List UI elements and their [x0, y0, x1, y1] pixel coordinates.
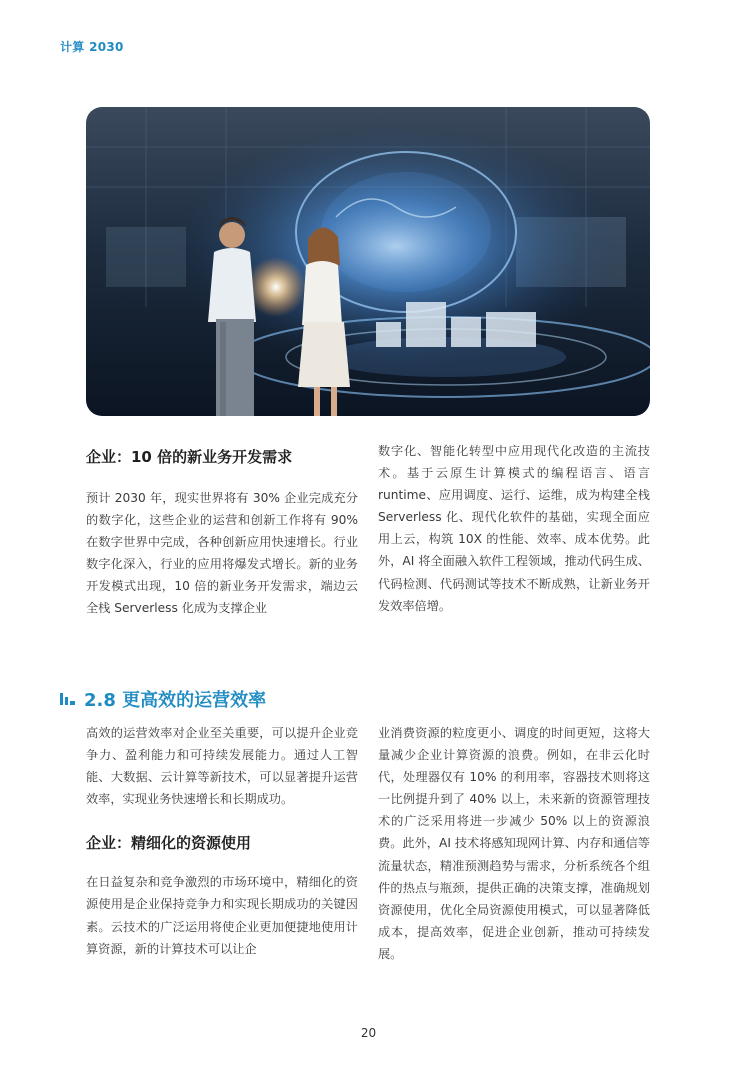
left-column-1	[86, 446, 358, 620]
paragraph-resources-right: 业消费资源的粒度更小、调度的时间更短，这将大量减少企业计算资源的浪费。例如，在非云化时代，处理器仅有 10% 的利用率，容器技术则将这一比例提升到了 40% 以上，未来新的资源管理技术的广泛采用将进一步减少 50% 以上的资源浪费。此外，AI 技术将感知现网计算、内存和通信等流量状态，精准预测趋势与需求，分析系统各个组件的热点与瓶颈，提供正确的决策支撑，准确规划资源使用，优化全局资源使用模式，可以显著降低成本，提高效率，促进企业创新，推动可持续发展。	[378, 726, 650, 961]
page-number: 20	[360, 1026, 377, 1040]
section-title-text: 2.8 更高效的运营效率	[84, 690, 267, 711]
section-marker-icon	[60, 691, 76, 707]
paragraph-new-business-right: 数字化、智能化转型中应用现代化改造的主流技术。基于云原生计算模式的编程语言、语言 runtime、应用调度、运行、运维，成为构建全栈 Serverless 化、现代化软件的基础，实现全面应用上云，构筑 10X 的性能、效率、成本优势。此外，AI 将全面融入软件工程领域，推动代码生成、代码检测、代码测试等技术不断成熟，让新业务开发效率倍增。	[378, 444, 650, 613]
hero-image	[86, 107, 650, 416]
right-column-2	[378, 722, 650, 965]
paragraph-operations-intro: 高效的运营效率对企业至关重要，可以提升企业竞争力、盈利能力和可持续发展能力。通过人工智能、大数据、云计算等新技术，可以显著提升运营效率，实现业务快速增长和长期成功。	[86, 726, 358, 807]
section-title	[60, 686, 266, 712]
document-header: 计算 2030	[60, 40, 124, 54]
business-people-hologram-image	[86, 107, 650, 416]
heading-fine-grained-resources: 企业：精细化的资源使用	[86, 834, 252, 853]
left-column-2	[86, 722, 358, 960]
right-column-1	[378, 440, 650, 617]
paragraph-resources-left: 在日益复杂和竞争激烈的市场环境中，精细化的资源使用是企业保持竞争力和实现长期成功的关键因素。云技术的广泛运用将使企业更加便捷地使用计算资源，新的计算技术可以让企	[86, 875, 358, 956]
heading-new-business-demand: 企业：10 倍的新业务开发需求	[86, 448, 293, 466]
paragraph-new-business-left: 预计 2030 年，现实世界将有 30% 企业完成充分的数字化，这些企业的运营和创新工作将有 90% 在数字世界中完成，各种创新应用快速增长。行业数字化深入，行业的应用将爆发式增长。新的业务开发模式出现，10 倍的新业务开发需求，端边云全栈 Serverless 化成为支撑企业	[86, 491, 358, 616]
